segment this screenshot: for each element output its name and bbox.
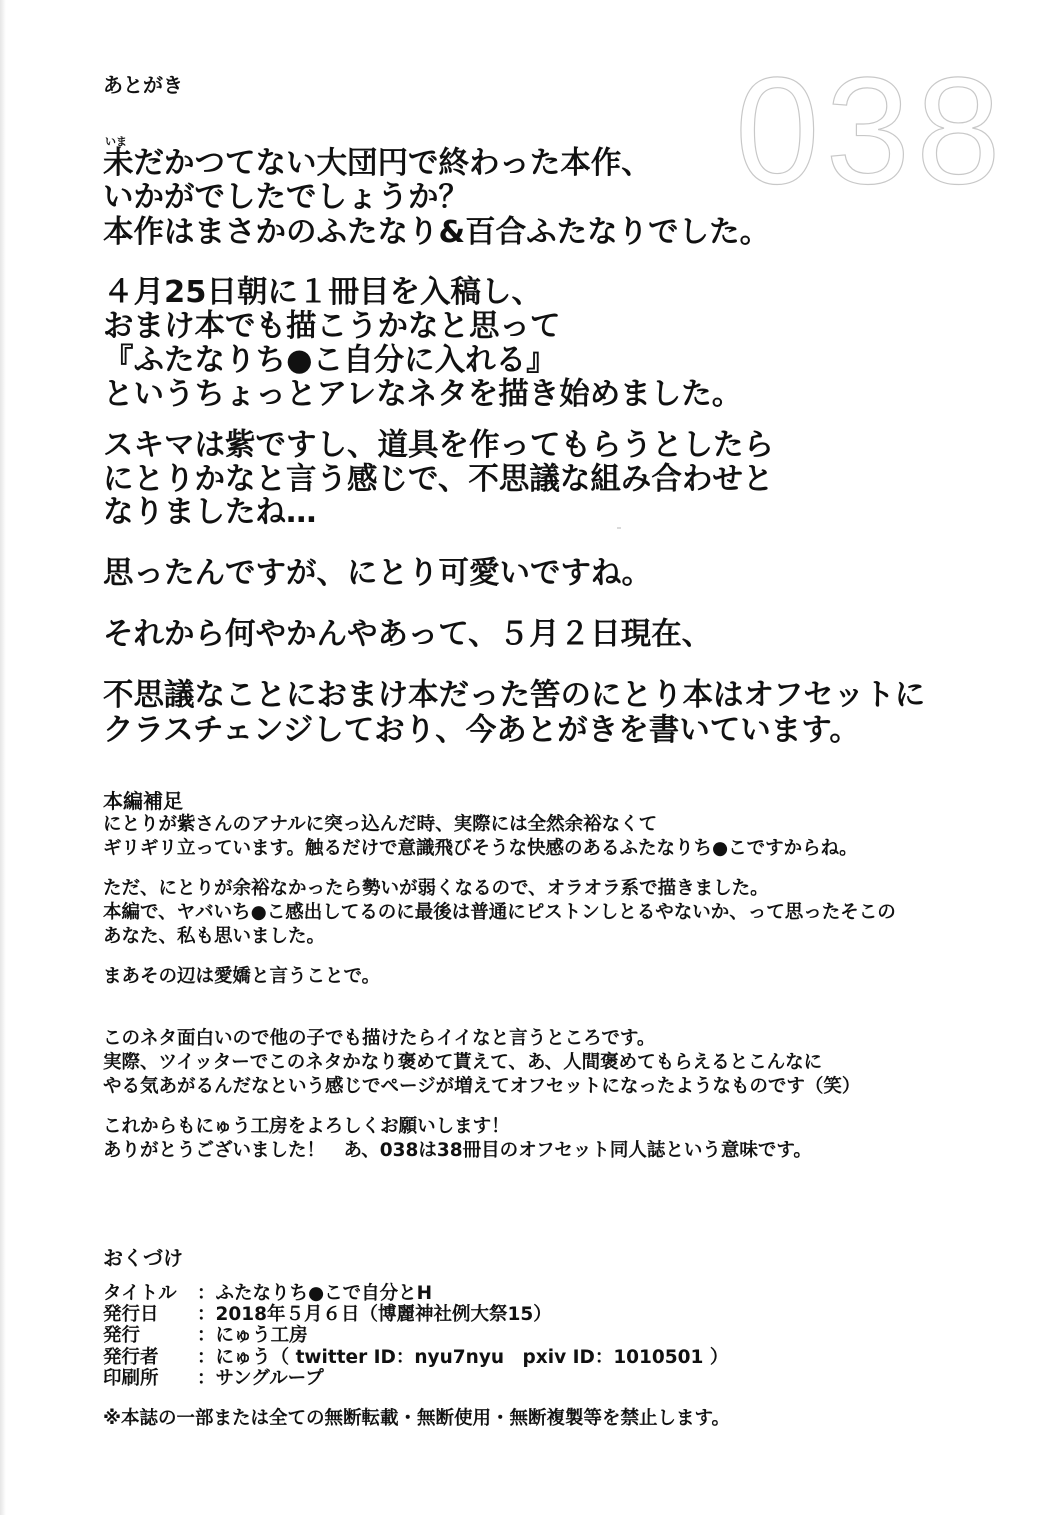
afterword-line: なりましたね… xyxy=(103,495,317,530)
supplement-line: あなた、私も思いました。 xyxy=(103,926,326,947)
colophon-value: ：2018年５月６日（博麗神社例大祭15） xyxy=(197,1304,552,1325)
colophon-key: 発行者 xyxy=(103,1347,159,1368)
afterword-line: 『ふたなりち●こ自分に入れる』 xyxy=(103,343,557,378)
colophon-value: ：ふたなりち●こで自分とH xyxy=(197,1283,433,1304)
colophon-row-publisher xyxy=(103,1327,308,1346)
afterword-line: 不思議なことにおまけ本だった筈のにとり本はオフセットに xyxy=(103,678,926,713)
supplement-line: ただ、にとりが余裕なかったら勢いが弱くなるので、オラオラ系で描きました。 xyxy=(103,878,769,899)
supplement-line: やる気あがるんだなという感じでページが増えてオフセットになったようなものです（笑） xyxy=(103,1076,861,1097)
afterword-line: 未だかつてない大団円で終わった本作、 xyxy=(103,146,652,181)
afterword-line: いかがでしたでしょうか？ xyxy=(103,180,469,215)
afterword-line: スキマは紫ですし、道具を作ってもらうとしたら xyxy=(103,428,774,463)
afterword-line: ４月25日朝に１冊目を入稿し、 xyxy=(103,275,542,310)
colophon-value: ：にゅう（ twitter ID：nyu7nyu pxiv ID：1010501 ） xyxy=(197,1347,729,1368)
colophon-row-issuer xyxy=(103,1349,728,1368)
colophon-row-title xyxy=(103,1285,432,1304)
scan-edge xyxy=(0,0,6,1515)
scan-speck xyxy=(617,527,621,529)
afterword-line: 思ったんですが、にとり可愛いですね。 xyxy=(103,556,652,591)
page-number: 038 xyxy=(735,46,1007,216)
colophon-value: ：にゅう工房 xyxy=(197,1325,308,1346)
ruby-annotation: いま xyxy=(105,135,127,148)
afterword-line: にとりかなと言う感じで、不思議な組み合わせと xyxy=(103,462,774,497)
supplement-line: 本編で、ヤバいち●こ感出してるのに最後は普通にピストンしとるやないか、って思ったそこの xyxy=(103,902,896,923)
supplement-line: にとりが紫さんのアナルに突っ込んだ時、実際には全然余裕なくて xyxy=(103,814,658,835)
supplement-label: 本編補足 xyxy=(103,789,183,813)
supplement-line: まあその辺は愛嬌と言うことで。 xyxy=(103,966,381,987)
supplement-line: ありがとうございました！ あ、038は38冊目のオフセット同人誌という意味です。 xyxy=(103,1140,812,1161)
colophon-key: 発行日 xyxy=(103,1304,159,1325)
afterword-line: それから何やかんやあって、５月２日現在、 xyxy=(103,617,713,652)
supplement-line: これからもにゅう工房をよろしくお願いします！ xyxy=(103,1116,510,1137)
colophon-row-printer xyxy=(103,1370,324,1389)
afterword-line: というちょっとアレなネタを描き始めました。 xyxy=(103,377,743,412)
colophon-key: タイトル xyxy=(103,1283,177,1304)
supplement-line: このネタ面白いので他の子でも描けたらイイなと言うところです。 xyxy=(103,1028,656,1049)
supplement-line: 実際、ツイッターでこのネタかなり褒めて貰えて、あ、人間褒めてもらえるとこんなに xyxy=(103,1052,823,1073)
colophon-value: ：サングループ xyxy=(197,1368,324,1389)
afterword-label: あとがき xyxy=(103,73,183,97)
afterword-line: クラスチェンジしており、今あとがきを書いています。 xyxy=(103,713,860,748)
colophon-row-date xyxy=(103,1306,552,1325)
colophon-label: おくづけ xyxy=(103,1246,183,1270)
supplement-line: ギリギリ立っています。触るだけで意識飛びそうな快感のあるふたなりち●こですからね。 xyxy=(103,838,858,859)
colophon-key: 印刷所 xyxy=(103,1368,159,1389)
colophon-key: 発行 xyxy=(103,1325,141,1346)
afterword-line: おまけ本でも描こうかなと思って xyxy=(103,309,561,344)
copyright-notice: ※本誌の一部または全ての無断転載・無断使用・無断複製等を禁止します。 xyxy=(103,1408,731,1429)
afterword-line: 本作はまさかのふたなり&百合ふたなりでした。 xyxy=(103,215,771,250)
